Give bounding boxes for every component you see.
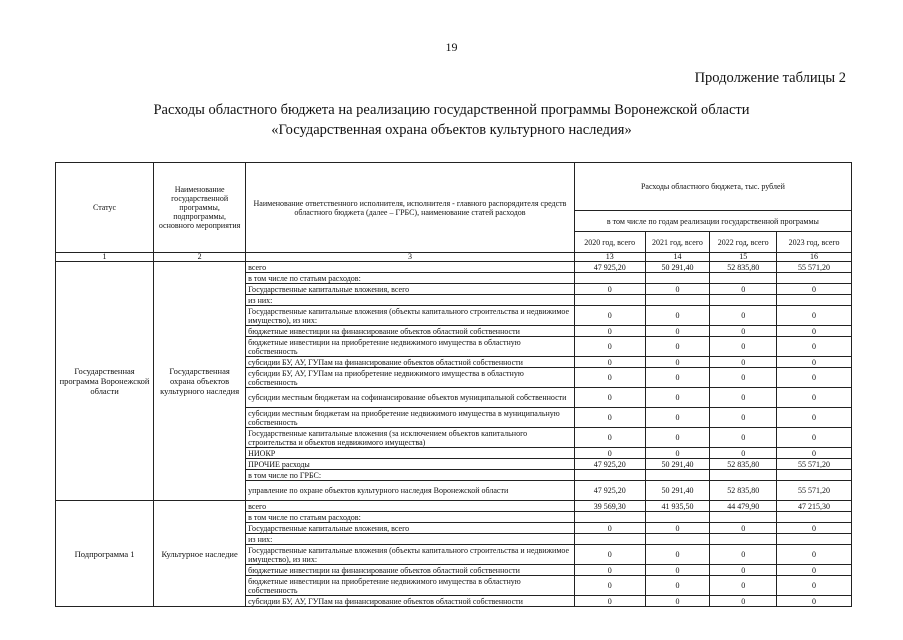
column-number: 15 xyxy=(710,253,777,262)
row-value xyxy=(574,295,645,306)
row-value: 0 xyxy=(645,388,710,408)
row-value: 0 xyxy=(574,408,645,428)
header-year: 2021 год, всего xyxy=(645,232,710,253)
row-label: из них: xyxy=(246,295,575,306)
row-value: 39 569,30 xyxy=(574,501,645,512)
row-label: бюджетные инвестиции на финансирование объектов областной собственности xyxy=(246,326,575,337)
row-value: 0 xyxy=(710,337,777,357)
row-value: 0 xyxy=(777,357,852,368)
row-value xyxy=(574,273,645,284)
row-value: 47 215,30 xyxy=(777,501,852,512)
row-value xyxy=(710,273,777,284)
row-label: ПРОЧИЕ расходы xyxy=(246,459,575,470)
row-label: бюджетные инвестиции на финансирование объектов областной собственности xyxy=(246,565,575,576)
row-value: 0 xyxy=(645,284,710,295)
row-value xyxy=(574,470,645,481)
row-value: 0 xyxy=(710,565,777,576)
column-number: 13 xyxy=(574,253,645,262)
row-value xyxy=(777,512,852,523)
row-label: субсидии местным бюджетам на приобретение недвижимого имущества в муниципальную собственность xyxy=(246,408,575,428)
title-line-1: Расходы областного бюджета на реализацию государственной программы Воронежской области xyxy=(153,102,750,118)
row-value: 0 xyxy=(574,448,645,459)
row-value: 0 xyxy=(777,408,852,428)
row-value: 0 xyxy=(710,306,777,326)
row-value: 0 xyxy=(645,306,710,326)
row-value: 0 xyxy=(574,576,645,596)
row-label: Государственные капитальные вложения (объекты капитального строительства и недвижимое имущество), из них: xyxy=(246,545,575,565)
header-by-year: в том числе по годам реализации государственной программы xyxy=(574,211,851,232)
row-label: Государственные капитальные вложения, всего xyxy=(246,284,575,295)
column-number: 2 xyxy=(154,253,246,262)
row-status: Государственная программа Воронежской области xyxy=(56,262,154,501)
row-value: 0 xyxy=(777,326,852,337)
row-value: 0 xyxy=(777,448,852,459)
row-label: субсидии БУ, АУ, ГУПам на финансирование объектов областной собственности xyxy=(246,596,575,607)
row-value: 52 835,80 xyxy=(710,262,777,273)
row-value xyxy=(645,512,710,523)
row-value: 0 xyxy=(710,523,777,534)
row-value xyxy=(645,534,710,545)
row-value xyxy=(645,273,710,284)
row-label: из них: xyxy=(246,534,575,545)
row-label: НИОКР xyxy=(246,448,575,459)
row-value xyxy=(574,534,645,545)
header-year: 2022 год, всего xyxy=(710,232,777,253)
row-value: 0 xyxy=(710,428,777,448)
row-value: 0 xyxy=(777,576,852,596)
row-value: 0 xyxy=(777,284,852,295)
row-value xyxy=(645,295,710,306)
row-value xyxy=(710,534,777,545)
expenses-table xyxy=(55,162,852,607)
row-value: 0 xyxy=(574,523,645,534)
row-value: 55 571,20 xyxy=(777,481,852,501)
row-value: 0 xyxy=(710,357,777,368)
row-value: 50 291,40 xyxy=(645,459,710,470)
row-value: 0 xyxy=(710,545,777,565)
header-year: 2020 год, всего xyxy=(574,232,645,253)
header-executor: Наименование ответственного исполнителя, исполнителя - главного распорядителя средств областного бюджета (далее – ГРБС), наименование статей расходов xyxy=(246,163,575,253)
header-expenses: Расходы областного бюджета, тыс. рублей xyxy=(574,163,851,211)
row-value: 0 xyxy=(777,388,852,408)
row-value: 50 291,40 xyxy=(645,262,710,273)
row-value: 0 xyxy=(645,523,710,534)
row-value: 55 571,20 xyxy=(777,459,852,470)
row-value: 0 xyxy=(645,576,710,596)
row-value: 0 xyxy=(574,337,645,357)
row-value: 0 xyxy=(710,284,777,295)
row-value xyxy=(574,512,645,523)
row-value: 0 xyxy=(645,565,710,576)
row-value: 0 xyxy=(574,306,645,326)
title-line-2: «Государственная охрана объектов культурного наследия» xyxy=(271,122,632,138)
row-value: 0 xyxy=(777,337,852,357)
row-status: Подпрограмма 1 xyxy=(56,501,154,607)
row-value: 44 479,90 xyxy=(710,501,777,512)
row-value: 0 xyxy=(645,357,710,368)
row-label: в том числе по ГРБС: xyxy=(246,470,575,481)
row-label: Государственные капитальные вложения (за исключением объектов капитального строительства и объектов недвижимого имущества) xyxy=(246,428,575,448)
row-value: 0 xyxy=(574,545,645,565)
row-value: 52 835,80 xyxy=(710,481,777,501)
row-value xyxy=(710,512,777,523)
row-value: 0 xyxy=(710,448,777,459)
row-label: бюджетные инвестиции на приобретение недвижимого имущества в областную собственность xyxy=(246,576,575,596)
row-value: 0 xyxy=(645,368,710,388)
row-label: управление по охране объектов культурного наследия Воронежской области xyxy=(246,481,575,501)
row-label: бюджетные инвестиции на приобретение недвижимого имущества в областную собственность xyxy=(246,337,575,357)
row-value: 0 xyxy=(710,576,777,596)
page-number: 19 xyxy=(445,40,458,54)
row-value: 41 935,50 xyxy=(645,501,710,512)
row-value: 47 925,20 xyxy=(574,459,645,470)
row-value: 0 xyxy=(574,368,645,388)
row-value xyxy=(710,295,777,306)
row-value: 0 xyxy=(777,428,852,448)
row-value: 0 xyxy=(645,596,710,607)
row-value xyxy=(645,470,710,481)
column-number: 14 xyxy=(645,253,710,262)
column-number: 16 xyxy=(777,253,852,262)
header-year: 2023 год, всего xyxy=(777,232,852,253)
row-value: 0 xyxy=(645,545,710,565)
row-program-name: Культурное наследие xyxy=(154,501,246,607)
table-row xyxy=(56,262,852,273)
row-value xyxy=(777,470,852,481)
header-status: Статус xyxy=(56,163,154,253)
row-value: 0 xyxy=(710,408,777,428)
row-value: 0 xyxy=(574,565,645,576)
row-value: 0 xyxy=(777,596,852,607)
row-label: субсидии местным бюджетам на софинансирование объектов муниципальной собственности xyxy=(246,388,575,408)
row-value: 47 925,20 xyxy=(574,262,645,273)
row-value: 0 xyxy=(710,596,777,607)
header-program-name: Наименование государственной программы, подпрограммы, основного мероприятия xyxy=(154,163,246,253)
table-continuation-label: Продолжение таблицы 2 xyxy=(694,70,846,86)
row-value xyxy=(777,534,852,545)
row-value: 0 xyxy=(574,428,645,448)
row-value: 0 xyxy=(645,448,710,459)
row-value: 0 xyxy=(574,284,645,295)
row-program-name: Государственная охрана объектов культурного наследия xyxy=(154,262,246,501)
row-value: 55 571,20 xyxy=(777,262,852,273)
row-value: 0 xyxy=(574,357,645,368)
row-value: 0 xyxy=(645,408,710,428)
row-value xyxy=(710,470,777,481)
row-label: Государственные капитальные вложения (объекты капитального строительства и недвижимое имущество), из них: xyxy=(246,306,575,326)
row-label: всего xyxy=(246,262,575,273)
row-value xyxy=(777,295,852,306)
row-value: 0 xyxy=(777,368,852,388)
row-value: 0 xyxy=(710,388,777,408)
row-value: 0 xyxy=(645,326,710,337)
row-value: 0 xyxy=(777,545,852,565)
row-value: 0 xyxy=(777,306,852,326)
row-value: 0 xyxy=(574,326,645,337)
row-value: 47 925,20 xyxy=(574,481,645,501)
row-value: 0 xyxy=(777,565,852,576)
column-number: 1 xyxy=(56,253,154,262)
row-value: 0 xyxy=(710,326,777,337)
row-label: в том числе по статьям расходов: xyxy=(246,273,575,284)
row-label: всего xyxy=(246,501,575,512)
column-number: 3 xyxy=(246,253,575,262)
row-value: 50 291,40 xyxy=(645,481,710,501)
row-value: 0 xyxy=(645,428,710,448)
row-value: 0 xyxy=(574,596,645,607)
row-label: субсидии БУ, АУ, ГУПам на финансирование объектов областной собственности xyxy=(246,357,575,368)
row-value: 0 xyxy=(645,337,710,357)
row-value: 0 xyxy=(574,388,645,408)
row-label: Государственные капитальные вложения, всего xyxy=(246,523,575,534)
document-title xyxy=(0,100,903,140)
row-value xyxy=(777,273,852,284)
row-value: 0 xyxy=(710,368,777,388)
row-value: 52 835,80 xyxy=(710,459,777,470)
row-label: в том числе по статьям расходов: xyxy=(246,512,575,523)
table-row xyxy=(56,501,852,512)
row-label: субсидии БУ, АУ, ГУПам на приобретение недвижимого имущества в областную собственность xyxy=(246,368,575,388)
row-value: 0 xyxy=(777,523,852,534)
